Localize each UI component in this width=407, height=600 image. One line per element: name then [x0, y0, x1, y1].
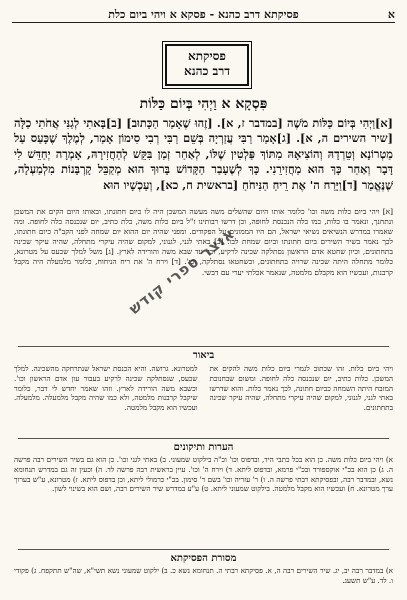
sources-text: א) במדבר רבה יב, יג. שיר השירים רבה ה, א. פסיקתא רבתי ה. תנחומא נשא כ. ב) ילקוט שמעוני נשא תשי"א, שה"ש תתקפח. ג) פקודי ו. לד. ע"ש תשעג. — [14, 566, 393, 585]
midrash-left-text: למטרונא. גרושה. והיא הכנסת ישראל שנתרחקה מהשכינה. למלך שכעס, שנסתלקה שכינה לרקיע בעבור עון אדם הראשון וכו'. וכשבא משה הורידה לארץ. וזהו שאמר יחדש לי דבר, כלומר שיקבל קרבנות מלמטה, ולא כמו שהיה מקבל מלמעלה. מלמעלה. ועכשיו הוא מקבל מלמטה. — [14, 364, 198, 413]
book-title-line-2: דרב כהנא — [183, 64, 230, 78]
midrash-columns — [14, 364, 393, 434]
book-title-line-1: פסיקתא — [188, 49, 226, 63]
midrash-left-column — [14, 364, 198, 434]
running-title: פסיקתא דרב כהנא - פסקא א ויהי ביום כלת — [108, 7, 299, 21]
main-paragraph: [א]וַיְהִי בְּיוֹם כַּלּוֹת מֹשֶׁה [במדבר ז, א]. [זֶהוּ שֶׁאָמַר הַכָּתוּב] [ב]בָּאתִי לְגַנִּי אֲחֹתִי כַלָּה [שיר השירים ה, א]. [ג]אָמַר רַבִּי עֲזַרְיָה בְּשֵׁם רַבִּי רְבִי סִימוֹן אָמַר, לְמֶלֶךְ שֶׁכָּעַס עַל מַטְרוֹנָא וְטֵרְדָהּ וְהוֹצִיאָהּ מִתּוֹךְ פַּלְטִין שֶׁלּוֹ, לְאַחַר זְמַן בִּקֵּשׁ לְהַחֲזִירָהּ, אָמְרָה יְחַדֵּשׁ לִי דָּבָר וְאַחַר כָּךְ הוּא מַחֲזִירֵנִי. כָּךְ לְשֶׁעָבַר הַקָּדוֹשׁ בָּרוּךְ הוּא מְקַבֵּל קָרְבָּנוֹת מִלְמַעְלָה, שֶׁנֶּאֱמַר [ד]וַיָּרַח ה' אֶת רֵיחַ הַנִּיחֹחַ [בראשית ח, כא], וְעַכְשָׁיו הוּא — [14, 116, 393, 192]
page-letter: א — [387, 7, 395, 21]
sources-heading: מסורת הפסיקתא — [170, 553, 237, 564]
notes-heading: הערות ותיקונים — [173, 442, 234, 453]
midrash-right-text: ויהי ביום כלות. זהו שכתוב לגמרי ביום כלות משה להקים את המשכן. כלות כתיב, יום שנכנסה כלה לחופה. ומשום שבחנוכת המזבח היתה השמחה כביום חתונה, לכך נאמר כלות. והוא שדרשו באתי לגני, לגנוני, למקום שהיה עיקרי מתחלה, שהיה עיקר שכינה בתחתונים. — [209, 364, 393, 413]
divider — [18, 549, 389, 550]
divider — [18, 346, 389, 347]
notes-block — [14, 455, 393, 494]
commentary-paragraph: [א] ויהי ביום כלות משה וכו' כלומר אותו היום שהשלים משה מעשה המשכן היה לו כיום חתונתו, ובאותו היום הקים את המשכן ונתחנך, ונאמר בו כלות, כמו כלה הנכנסת לחופה, וכן דרשו רבותינו ז"ל ביום כלות משה, כלת כתיב, יום שנכנסה כלה לחופה. ומה שאמרו במדרש הנשיאים נשיאי ישראל, הם היו הממונים על הפקודים. ומפני שהיה יום ההוא יום שמחה לפני הקב"ה כיום חתונתו, לכך נאמר בשיר השירים ביום חתונתו וביום שמחת לבו. [ב] באתי לגני, לגנוני, למקום שהיה עיקרי מתחלה, שהיה עיקר שכינה בתחתונים, וכיון שחטא אדם הראשון נסתלקה שכינה לרקיע, וכו' עד שבא משה והורידה לארץ. [ג] משל למלך שכעס על מטרונא, כלומר מתחלה היתה שכינה שרויה בתחתונים, וכשחטאו נסתלקה, וכו'. [ד] וירח ה' את ריח הניחוח, כלומר מלמעלה היה מקבל קרבנות, ועכשיו הוא מקבלם מלמטה, שנאמר אכלתי יערי עם דבשי. — [14, 207, 393, 277]
divider — [18, 438, 389, 439]
library-watermark-stamp: אוצר ספרי קודש — [125, 224, 239, 318]
sources-block — [14, 566, 393, 586]
book-title-box — [165, 44, 249, 86]
notes-text: א) ויהי ביום כלות משה. כן הוא בכל כתבי היד, ובדפוס וכו' וכ"ה בילקוט שמעוני. ב) באתי לגני וכו'. כן הוא גם בשיר השירים רבה פרשה ה. ג) כן הוא בכ"י אוקספורד ובכ"י פרמא, ובדפוס ליתא. ד) וירח ה' וכו'. עיין בראשית רבה פרשה לד. ה) וכעין זה גם במדרש תנחומא נשא, ובמדבר רבה, ובפסיקתא רבתי פרשה ה. ו) ר' עזריה וכו' בשם ר' סימון. בכ"י כרמולי ליתא, וכן בדפוס ליתא. ז) מטרונא, ע"ש בערוך ערך מטרונא. ח) ועכשיו הוא מקבל מלמטה. בילקוט שמעוני ליתא. ט) ע"ע במדרש שיר השירים רבה, ושם הוא בשינוי לשון. — [14, 455, 393, 494]
midrash-heading: ביאור — [192, 350, 215, 361]
main-text — [14, 116, 393, 193]
section-title: פִּסְקָא א וַיְהִי בְּיוֹם כַּלּוֹת — [139, 96, 268, 112]
running-header — [12, 6, 395, 23]
midrash-right-column — [210, 364, 394, 434]
